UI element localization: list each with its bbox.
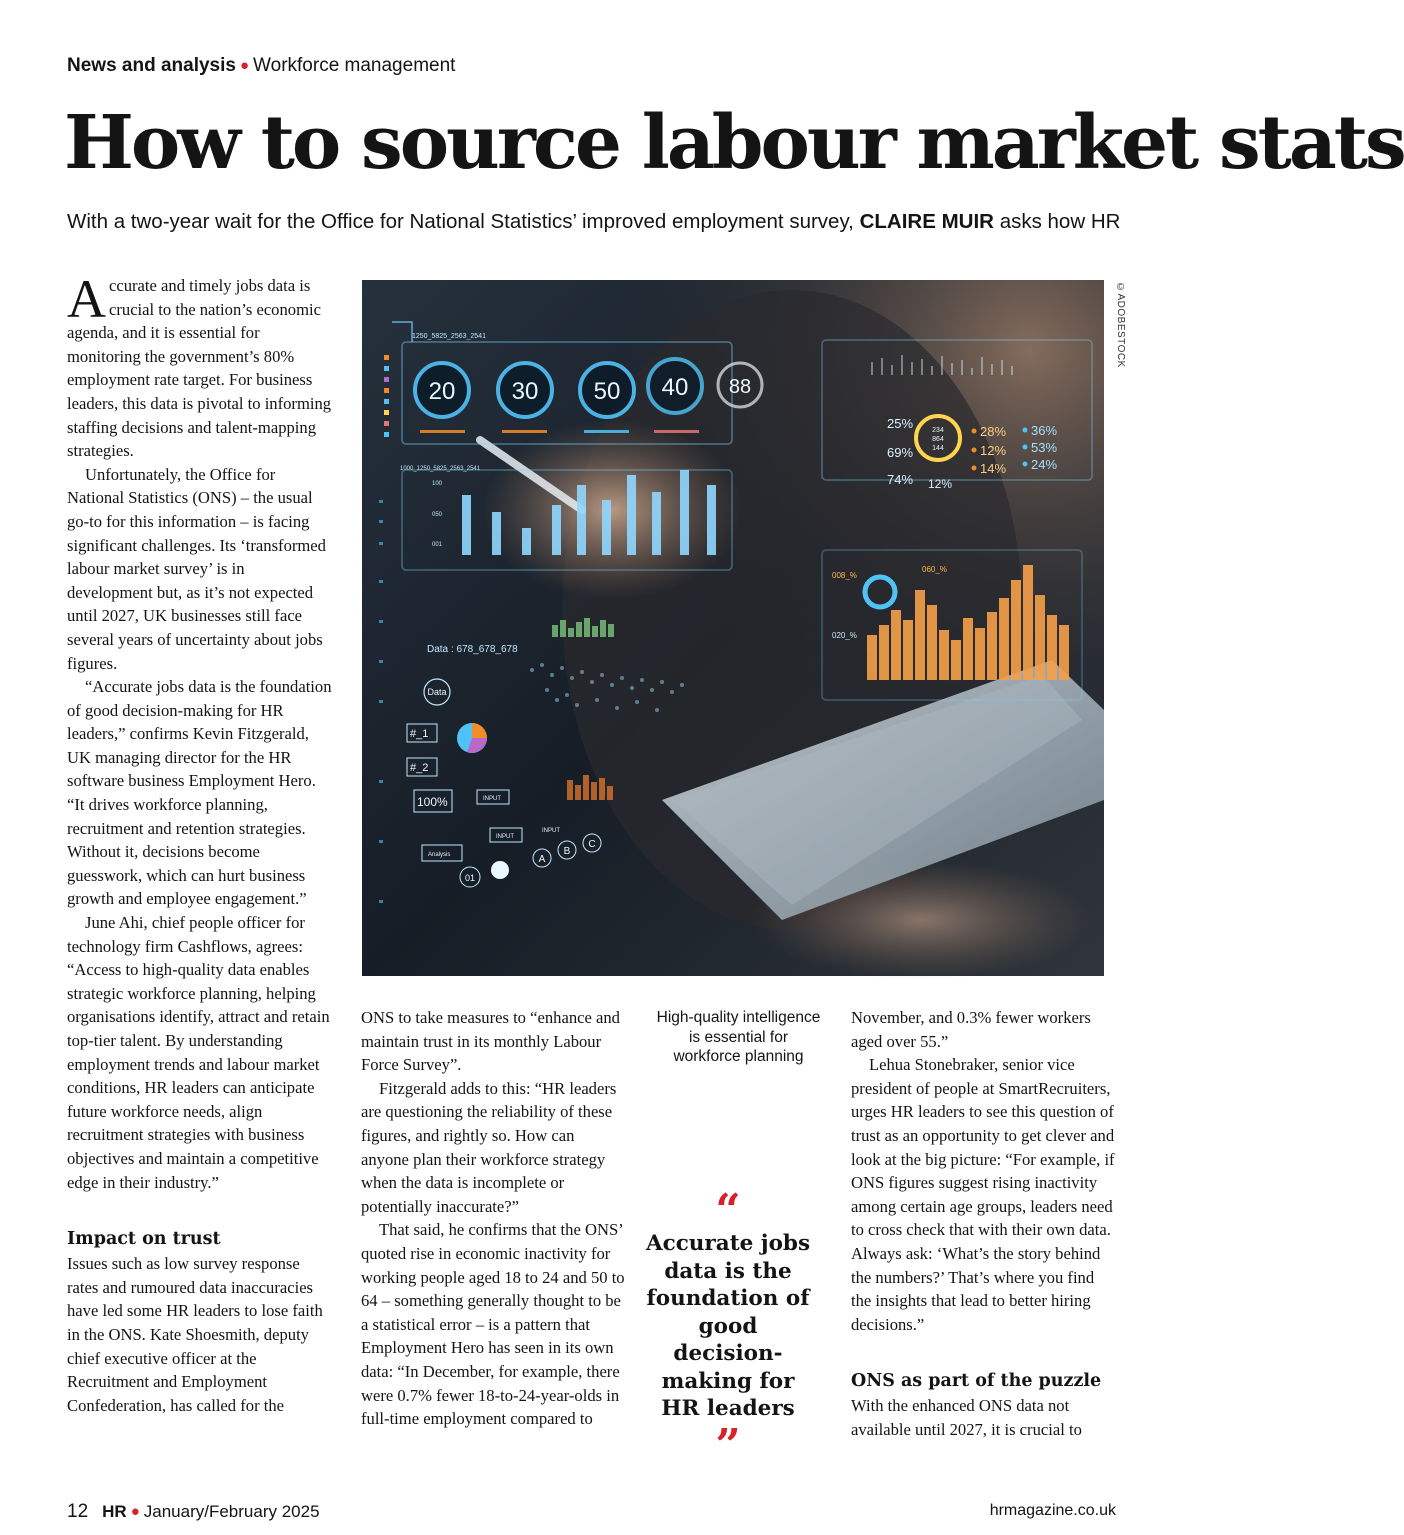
stat-label: 14%: [980, 461, 1007, 476]
stat-label: 12%: [980, 443, 1007, 458]
magazine-name: HR: [102, 1502, 127, 1521]
hud-label: 060_%: [922, 565, 947, 574]
issue-date: January/February 2025: [143, 1502, 320, 1521]
article-column-1: [67, 269, 332, 1417]
headline: How to source labour market stats: [64, 100, 1404, 186]
stat-label: 28%: [980, 424, 1007, 439]
hud-label: 01: [464, 873, 476, 883]
stat-label: 24%: [1031, 457, 1058, 472]
paragraph: Unfortunately, the Office for National Statistics (ONS) – the usual go-to for this information – is facing significant challenges. Its ‘transformed labour market survey’ is in development but, as it’s not expected until 2027, UK businesses still face several years of uncertainty about jobs figures.: [67, 464, 326, 673]
section-name: News and analysis: [67, 55, 236, 76]
hud-label: 1250_5825_2563_2541: [412, 333, 486, 340]
dial-value: 50: [593, 378, 621, 405]
axis-tick: 100: [432, 481, 443, 487]
hud-label: B: [563, 846, 571, 857]
paragraph: Lehua Stonebraker, senior vice president of people at SmartRecruiters, urges HR leaders to see this question of trust as an opportunity to get clever and look at the big picture: “For example, if ONS figures suggest rising inactivity among certain age groups, leaders need to cross check that with their own data. Always ask: ‘What’s the story behind the numbers?’ That’s where you find the insights that lead to better hiring decisions.”: [851, 1055, 1115, 1334]
page-footer: [67, 1501, 320, 1523]
dial-value: 40: [661, 374, 689, 401]
photo-credit: ©ADOBESTOCK: [1115, 282, 1126, 368]
stat-label: 69%: [887, 445, 914, 460]
bullet-dot-icon: ●: [130, 1503, 140, 1520]
dial-value: 20: [428, 378, 456, 405]
subheading-impact-on-trust: Impact on trust: [67, 1229, 221, 1250]
hud-label: INPUT: [483, 796, 501, 802]
subsection-name: Workforce management: [253, 55, 456, 76]
close-quote-icon: ”: [715, 1419, 741, 1471]
stat-label: 36%: [1031, 423, 1058, 438]
website-url: hrmagazine.co.uk: [989, 1502, 1116, 1519]
paragraph: Fitzgerald adds to this: “HR leaders are questioning the reliability of these figures, and rightly so. How can anyone plan their workforce strategy when the data is incomplete or potentially inaccurate?”: [361, 1078, 617, 1216]
article-column-2: [361, 1006, 626, 1431]
photo-caption: High-quality intelligence is essential for workforce planning: [656, 1009, 821, 1065]
hud-label: Data : 678_678_678: [427, 644, 518, 655]
article-photo: [362, 280, 1104, 976]
paragraph: That said, he confirms that the ONS’ quoted rise in economic inactivity for working people aged 18 to 24 and 50 to 64 – something generally thought to be a statistical error – is a pattern that Employment Hero has seen in its own data: “In December, for example, there were 0.7% fewer 18-to-24-year-olds in full-time employment compared to: [361, 1220, 625, 1429]
hud-label: 020_%: [832, 631, 857, 640]
paragraph: ONS to take measures to “enhance and maintain trust in its monthly Labour Force Survey”.: [361, 1008, 620, 1075]
hud-label: 008_%: [832, 571, 857, 580]
page-number: 12: [67, 1501, 89, 1522]
paragraph: Issues such as low survey response rates and rumoured data inaccuracies have led some HR leaders to lose faith in the ONS. Kate Shoesmith, deputy chief executive officer at the Recruitment and Employment Confederation, has called for the: [67, 1254, 323, 1415]
hud-label: 100%: [417, 795, 448, 809]
standfirst: [67, 209, 1200, 235]
paragraph: “Accurate jobs data is the foundation of good decision-making for HR leaders,” confirms Kevin Fitzgerald, UK managing director for the HR software business Employment Hero. “It drives workforce planning, recruitment and retention strategies. Without it, decisions become guesswork, which can hurt business growth and employee engagement.”: [67, 677, 332, 909]
hud-label: 1000_1250_5825_2563_2541: [400, 466, 481, 472]
open-quote-icon: “: [715, 1185, 741, 1236]
ring-value: 864: [932, 436, 944, 443]
axis-tick: 050: [432, 512, 443, 518]
hud-label: Analysis: [428, 852, 451, 858]
hud-label: #_2: [410, 762, 429, 774]
hud-label: #_1: [410, 728, 429, 740]
paragraph: [67, 269, 332, 463]
article-column-4: [851, 1006, 1116, 1442]
standfirst-text: With a two-year wait for the Office for National Statistics’ improved employment survey,: [67, 210, 854, 233]
axis-tick: 001: [432, 542, 443, 548]
section-label: [67, 55, 455, 77]
author-name: CLAIRE MUIR: [859, 210, 994, 233]
data-dashboard-illustration: [362, 280, 1104, 976]
hud-label: INPUT: [496, 834, 514, 840]
dial-value: 30: [511, 378, 539, 405]
stat-label: 53%: [1031, 440, 1058, 455]
ring-value: 144: [932, 445, 944, 452]
standfirst-tail: asks how HR: [999, 210, 1121, 233]
paragraph-text: ccurate and timely jobs data is crucial to the nation’s economic agenda, and it is essential for monitoring the government’s 80% employment rate target. For business leaders, this data is pivotal to informing staffing decisions and talent-mapping strategies.: [67, 276, 332, 461]
hud-label: INPUT: [542, 828, 560, 834]
paragraph: November, and 0.3% fewer workers aged over 55.”: [851, 1008, 1091, 1051]
subheading-ons-puzzle: ONS as part of the puzzle: [851, 1371, 1102, 1392]
hud-label: Data: [427, 687, 447, 697]
dial-value: 88: [728, 376, 752, 398]
paragraph: With the enhanced ONS data not available until 2027, it is crucial to: [851, 1396, 1082, 1439]
drop-cap: A: [67, 269, 106, 329]
stat-label: 25%: [887, 416, 914, 431]
bullet-dot-icon: ●: [239, 57, 250, 74]
hud-label: C: [588, 839, 596, 850]
pull-quote-text: Accurate jobs data is the foundation of good decision-making for HR leaders: [645, 1231, 811, 1421]
ring-value: 234: [932, 427, 944, 434]
hud-label: A: [538, 854, 546, 865]
stat-label: 74%: [887, 472, 914, 487]
pull-quote: [645, 1185, 811, 1471]
stat-label: 12%: [928, 477, 953, 491]
paragraph: June Ahi, chief people officer for technology firm Cashflows, agrees: “Access to high-quality data enables strategic workforce planning, helping organisations identify, attract and retain top-tier talent. By understanding employment trends and labour market conditions, HR leaders can anticipate future workforce needs, align recruitment strategies with business objectives and maintain a competitive edge in their industry.”: [67, 913, 330, 1192]
